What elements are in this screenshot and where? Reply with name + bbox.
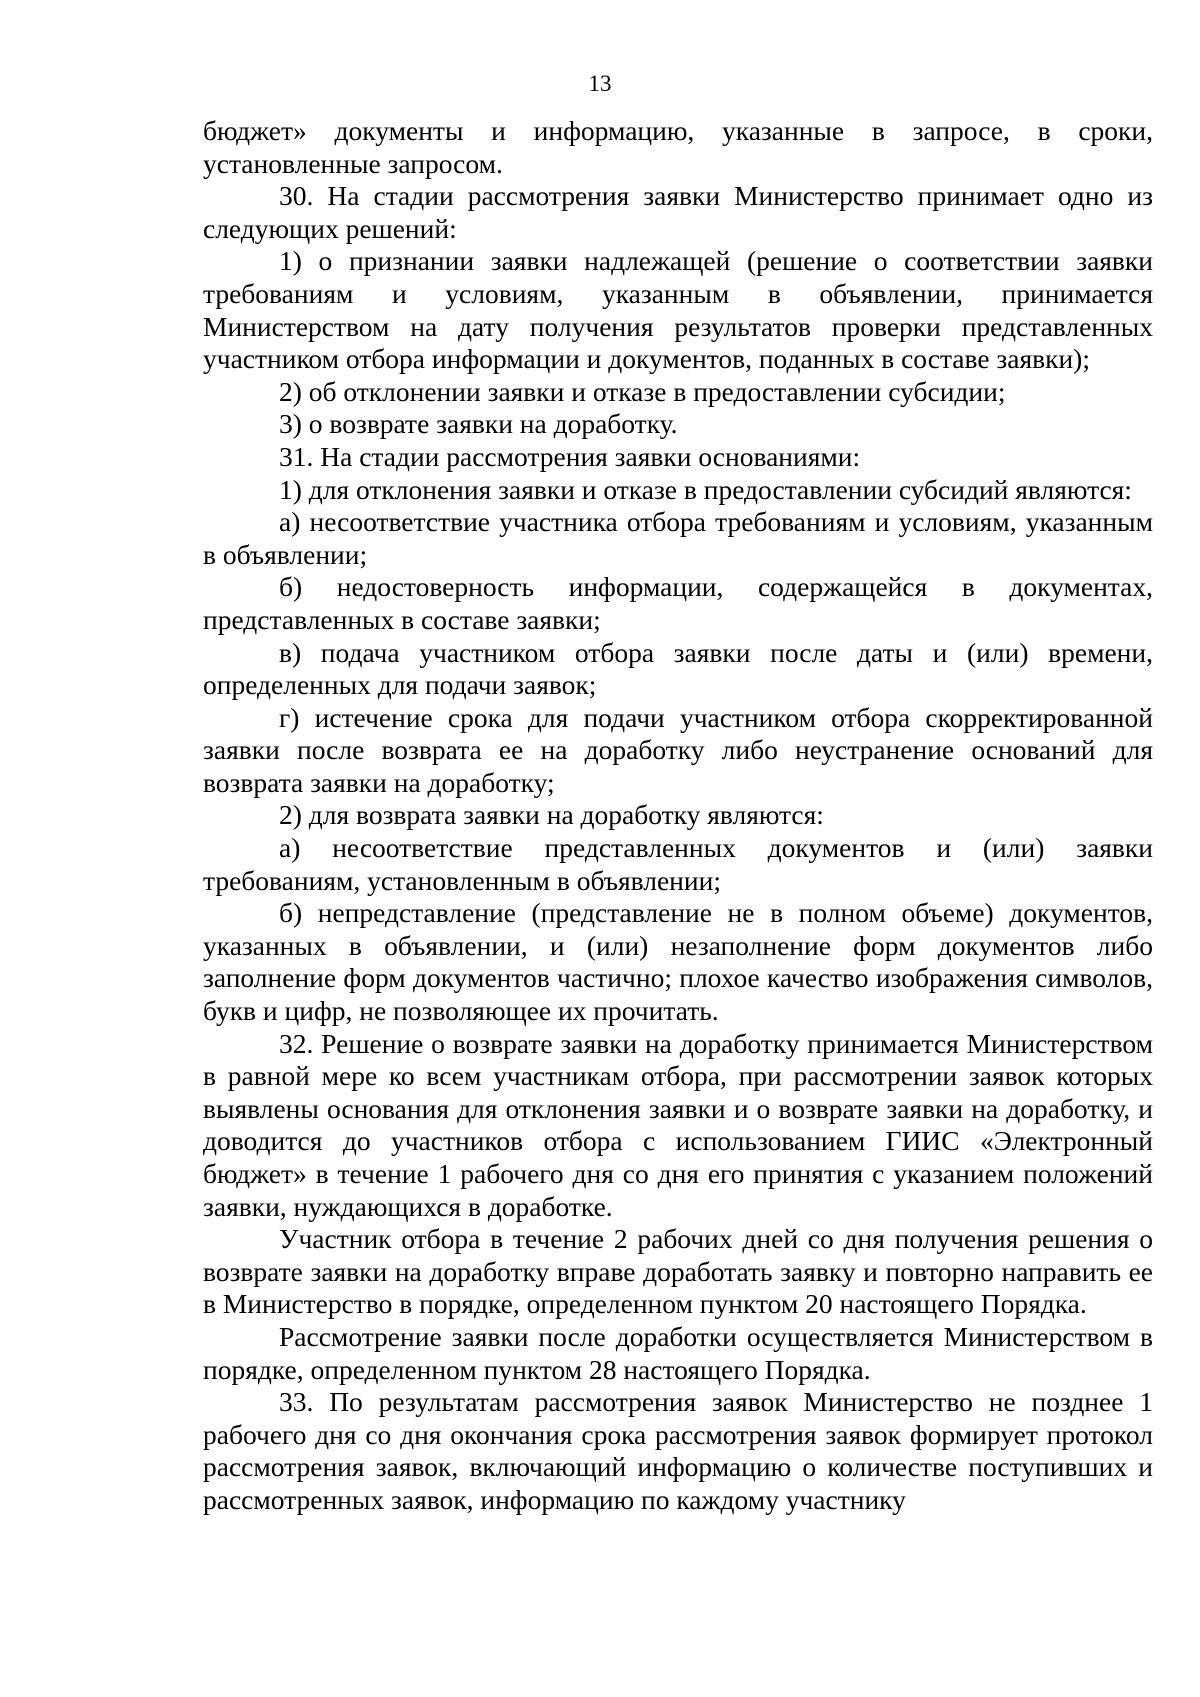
paragraph-item-30: 30. На стадии рассмотрения заявки Министерство принимает одно из следующих решений:	[203, 180, 1153, 244]
paragraph-item-32-review: Рассмотрение заявки после доработки осуществляется Министерством в порядке, определенном пунктом 28 настоящего Порядка.	[203, 1320, 1153, 1385]
paragraph-item-30-3: 3) о возврате заявки на доработку.	[279, 408, 678, 440]
paragraph-continuation: бюджет» документы и информацию, указанные в запросе, в сроки, установленные запросом.	[203, 115, 1153, 179]
paragraph-item-31-2: 2) для возврата заявки на доработку являются:	[279, 799, 824, 831]
paragraph-item-31-2-b: б) непредставление (представление не в полном объеме) документов, указанных в объявлении, и (или) незаполнение форм документов либо заполнение форм документов частично; плохое качество изображения символов, букв и цифр, не позволяющее их прочитать.	[203, 897, 1153, 1027]
paragraph-item-32: 32. Решение о возврате заявки на доработку принимается Министерством в равной мере ко всем участникам отбора, при рассмотрении заявок которых выявлены основания для отклонения заявки и о возврате заявки на доработку, и доводится до участников отбора с использованием ГИИС «Электронный бюджет» в течение 1 рабочего дня со дня его принятия с указанием положений заявки, нуждающихся в доработке.	[203, 1027, 1153, 1222]
paragraph-item-31-1-a: а) несоответствие участника отбора требованиям и условиям, указанным в объявлении;	[203, 506, 1153, 570]
paragraph-item-30-2: 2) об отклонении заявки и отказе в предоставлении субсидии;	[279, 375, 1006, 407]
page-number: 13	[588, 71, 612, 96]
paragraph-item-33: 33. По результатам рассмотрения заявок Министерство не позднее 1 рабочего дня со дня окончания срока рассмотрения заявок формирует протокол рассмотрения заявок, включающий информацию о количестве поступивших и рассмотренных заявок, информацию по каждому участнику	[203, 1386, 1153, 1515]
paragraph-item-31: 31. На стадии рассмотрения заявки основаниями:	[279, 440, 861, 472]
document-body	[203, 115, 1153, 1517]
paragraph-item-31-1-b: б) недостоверность информации, содержащейся в документах, представленных в составе заявки;	[203, 571, 1153, 635]
paragraph-item-30-1: 1) о признании заявки надлежащей (решение о соответствии заявки требованиям и условиям, указанным в объявлении, принимается Министерством на дату получения результатов проверки представленных участником отбора информации и документов, поданных в составе заявки);	[203, 245, 1153, 375]
paragraph-item-31-1-v: в) подача участником отбора заявки после даты и (или) времени, определенных для подачи заявок;	[203, 636, 1153, 701]
paragraph-item-31-1-g: г) истечение срока для подачи участником отбора скорректированной заявки после возврата ее на доработку либо неустранение оснований для возврата заявки на доработку;	[203, 701, 1153, 798]
paragraph-item-31-2-a: а) несоответствие представленных документов и (или) заявки требованиям, установленным в объявлении;	[203, 832, 1153, 896]
paragraph-item-32-participant: Участник отбора в течение 2 рабочих дней со дня получения решения о возврате заявки на доработку вправе доработать заявку и повторно направить ее в Министерство в порядке, определенном пунктом 20 настоящего Порядка.	[203, 1223, 1153, 1320]
paragraph-item-31-1: 1) для отклонения заявки и отказе в предоставлении субсидий являются:	[279, 473, 1132, 505]
